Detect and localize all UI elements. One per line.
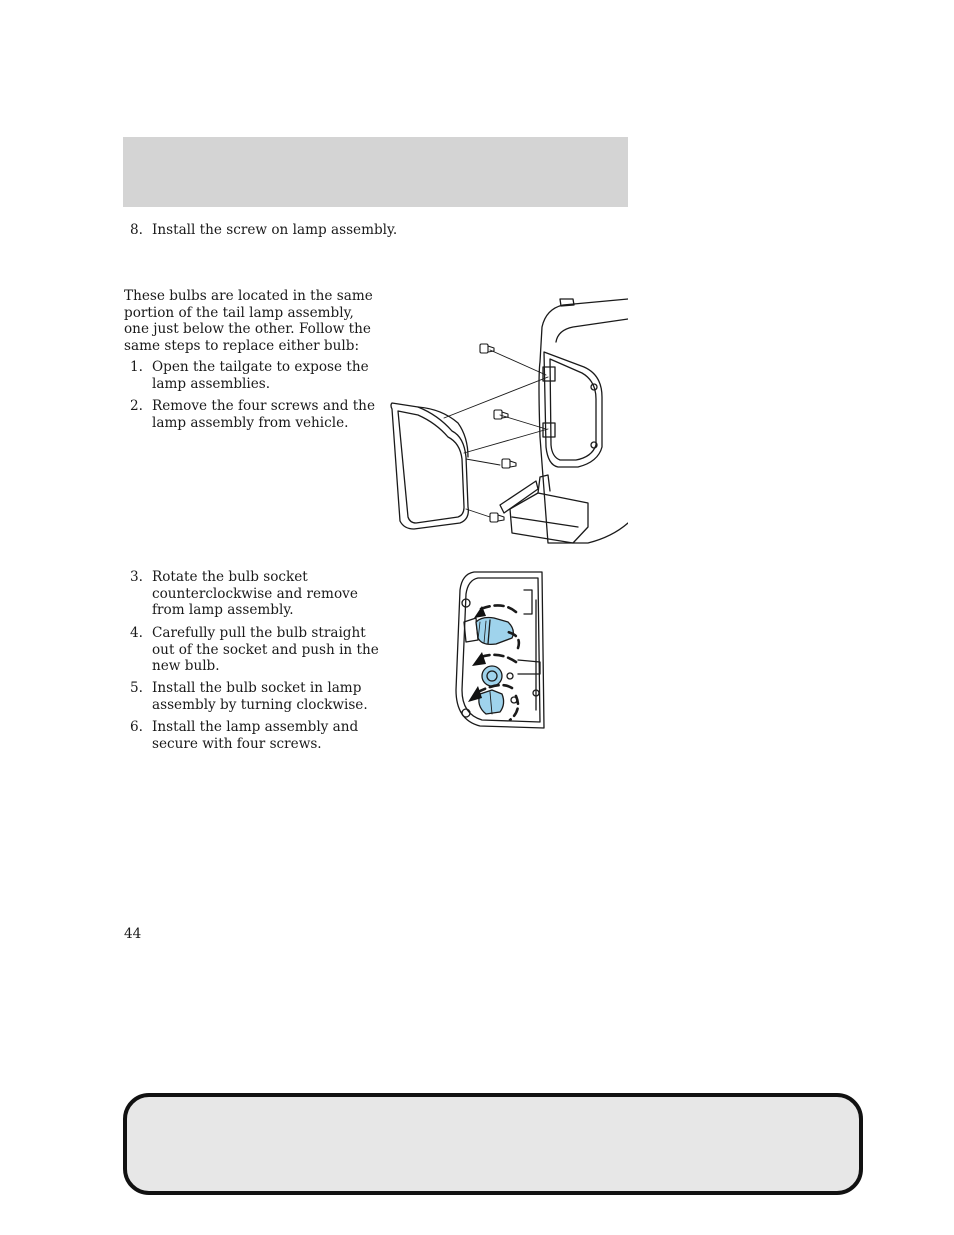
step-8 <box>130 222 430 239</box>
step-number: 8. <box>130 222 143 238</box>
step-1 <box>130 359 380 392</box>
step-text: Carefully pull the bulb straight out of the socket and push in the new bulb. <box>152 625 379 674</box>
step-5 <box>130 680 380 713</box>
footer-box <box>123 1093 863 1195</box>
step-text: Install the bulb socket in lamp assembly by turning clockwise. <box>152 680 368 713</box>
step-6 <box>130 719 380 752</box>
step-3 <box>130 569 380 619</box>
step-number: 1. <box>130 359 143 375</box>
step-2 <box>130 398 380 431</box>
step-number: 3. <box>130 569 143 585</box>
step-number: 5. <box>130 680 143 696</box>
bulb-socket-rotation-illustration <box>452 570 546 730</box>
step-text: Install the screw on lamp assembly. <box>152 222 398 238</box>
step-text: Remove the four screws and the lamp assembly from vehicle. <box>152 398 375 431</box>
step-number: 4. <box>130 625 143 641</box>
step-text: Rotate the bulb socket counterclockwise and remove from lamp assembly. <box>152 569 358 618</box>
step-text: Open the tailgate to expose the lamp assemblies. <box>152 359 369 392</box>
intro-paragraph: These bulbs are located in the same portion of the tail lamp assembly, one just below the other. Follow the same steps to replace either bulb: <box>124 288 373 354</box>
page-number: 44 <box>124 926 142 942</box>
step-number: 6. <box>130 719 143 735</box>
tail-lamp-removal-illustration <box>388 297 628 547</box>
step-text: Install the lamp assembly and secure with four screws. <box>152 719 359 752</box>
step-4 <box>130 625 380 675</box>
section-header-band <box>123 137 628 207</box>
step-number: 2. <box>130 398 143 414</box>
